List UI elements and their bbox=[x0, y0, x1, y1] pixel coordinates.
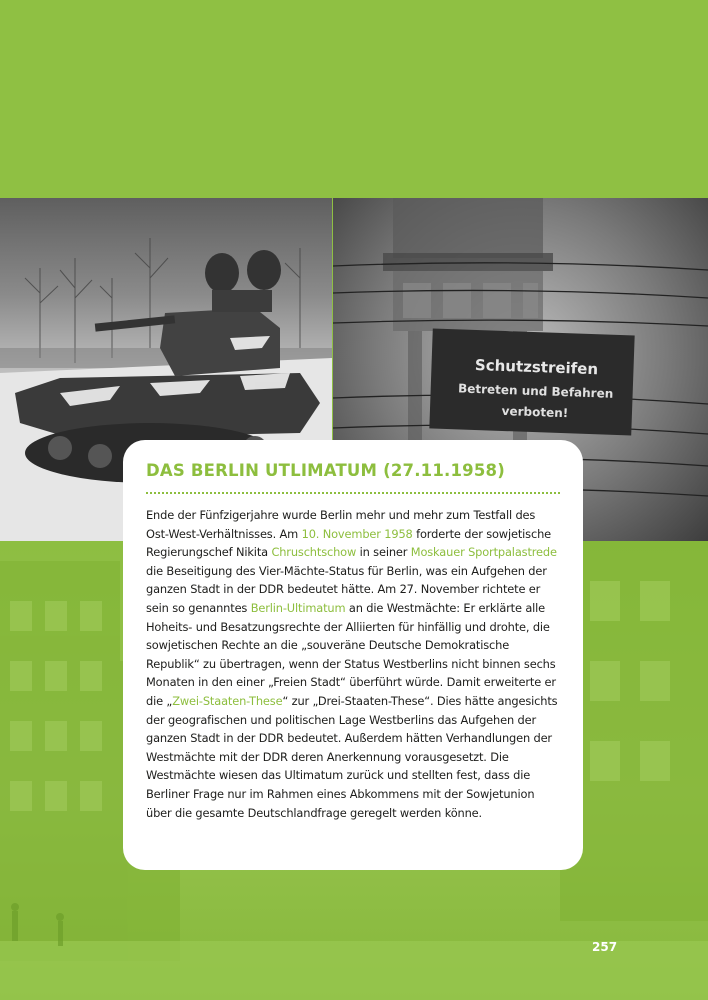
highlight-chruschtschow: Chruschtschow bbox=[271, 545, 357, 560]
highlight-berlin-ultimatum: Berlin-Ultimatum bbox=[250, 600, 346, 615]
body-text-segment: Ende der Fünfzigerjahre wurde Berlin mehr und mehr zum Testfall des Ost-West-Verhältnisses. Am bbox=[146, 508, 536, 541]
green-header-band bbox=[0, 0, 708, 198]
highlight-sportpalastrede: Moskauer Sportpalastrede bbox=[410, 545, 557, 560]
body-text-segment: forderte der sowjetische Regierungschef Nikita bbox=[146, 526, 551, 560]
highlight-zwei-staaten-these: Zwei-Staaten-These bbox=[172, 693, 283, 708]
sign-line-2: Betreten und Befahren bbox=[457, 381, 614, 401]
sign-line-1: Schutzstreifen bbox=[474, 355, 599, 379]
body-text-segment: an die Westmächte: Er erklärte alle Hoheits- und Besatzungsrechte der Alliierten für hinfällig und drohte, die sowjetischen Rechte an die „souveräne Deutsche Demokratische Republik“ zu übertragen, wenn der Status Westberlins nicht binnen sechs Monaten in den einer „Freien Stadt“ überführt würde. Damit erweiterte er die „ bbox=[146, 600, 556, 708]
sign-line-3: verboten! bbox=[501, 403, 569, 421]
page-number: 257 bbox=[592, 940, 618, 954]
article-title: DAS BERLIN UTLIMATUM (27.11.1958) bbox=[146, 461, 505, 480]
highlight-date: 10. November 1958 bbox=[301, 526, 413, 541]
body-text-segment: in seiner bbox=[356, 545, 411, 560]
body-text-segment: die Beseitigung des Vier-Mächte-Status für Berlin, was ein Aufgehen der ganzen Stadt in der DDR bedeutet hätte. Am 27. November richtete er sein so genanntes bbox=[146, 563, 547, 615]
dotted-divider bbox=[146, 492, 560, 494]
body-text-segment: “ zur „Drei-Staaten-These“. Dies hätte angesichts der geografischen und politischen Lage Westberlins das Aufgehen der ganzen Stadt in der DDR bedeutet. Außerdem hätten Verhandlungen der Westmächte mit der DDR deren Anerkennung vorausgesetzt. Die Westmächte wiesen das Ultimatum zurück und stellten fest, dass die Berliner Frage nur im Rahmen eines Abkommens mit der Sowjetunion über die gesamte Deutschlandfrage geregelt werden könne. bbox=[146, 693, 558, 820]
article-card bbox=[123, 440, 583, 870]
article-body bbox=[146, 506, 560, 822]
